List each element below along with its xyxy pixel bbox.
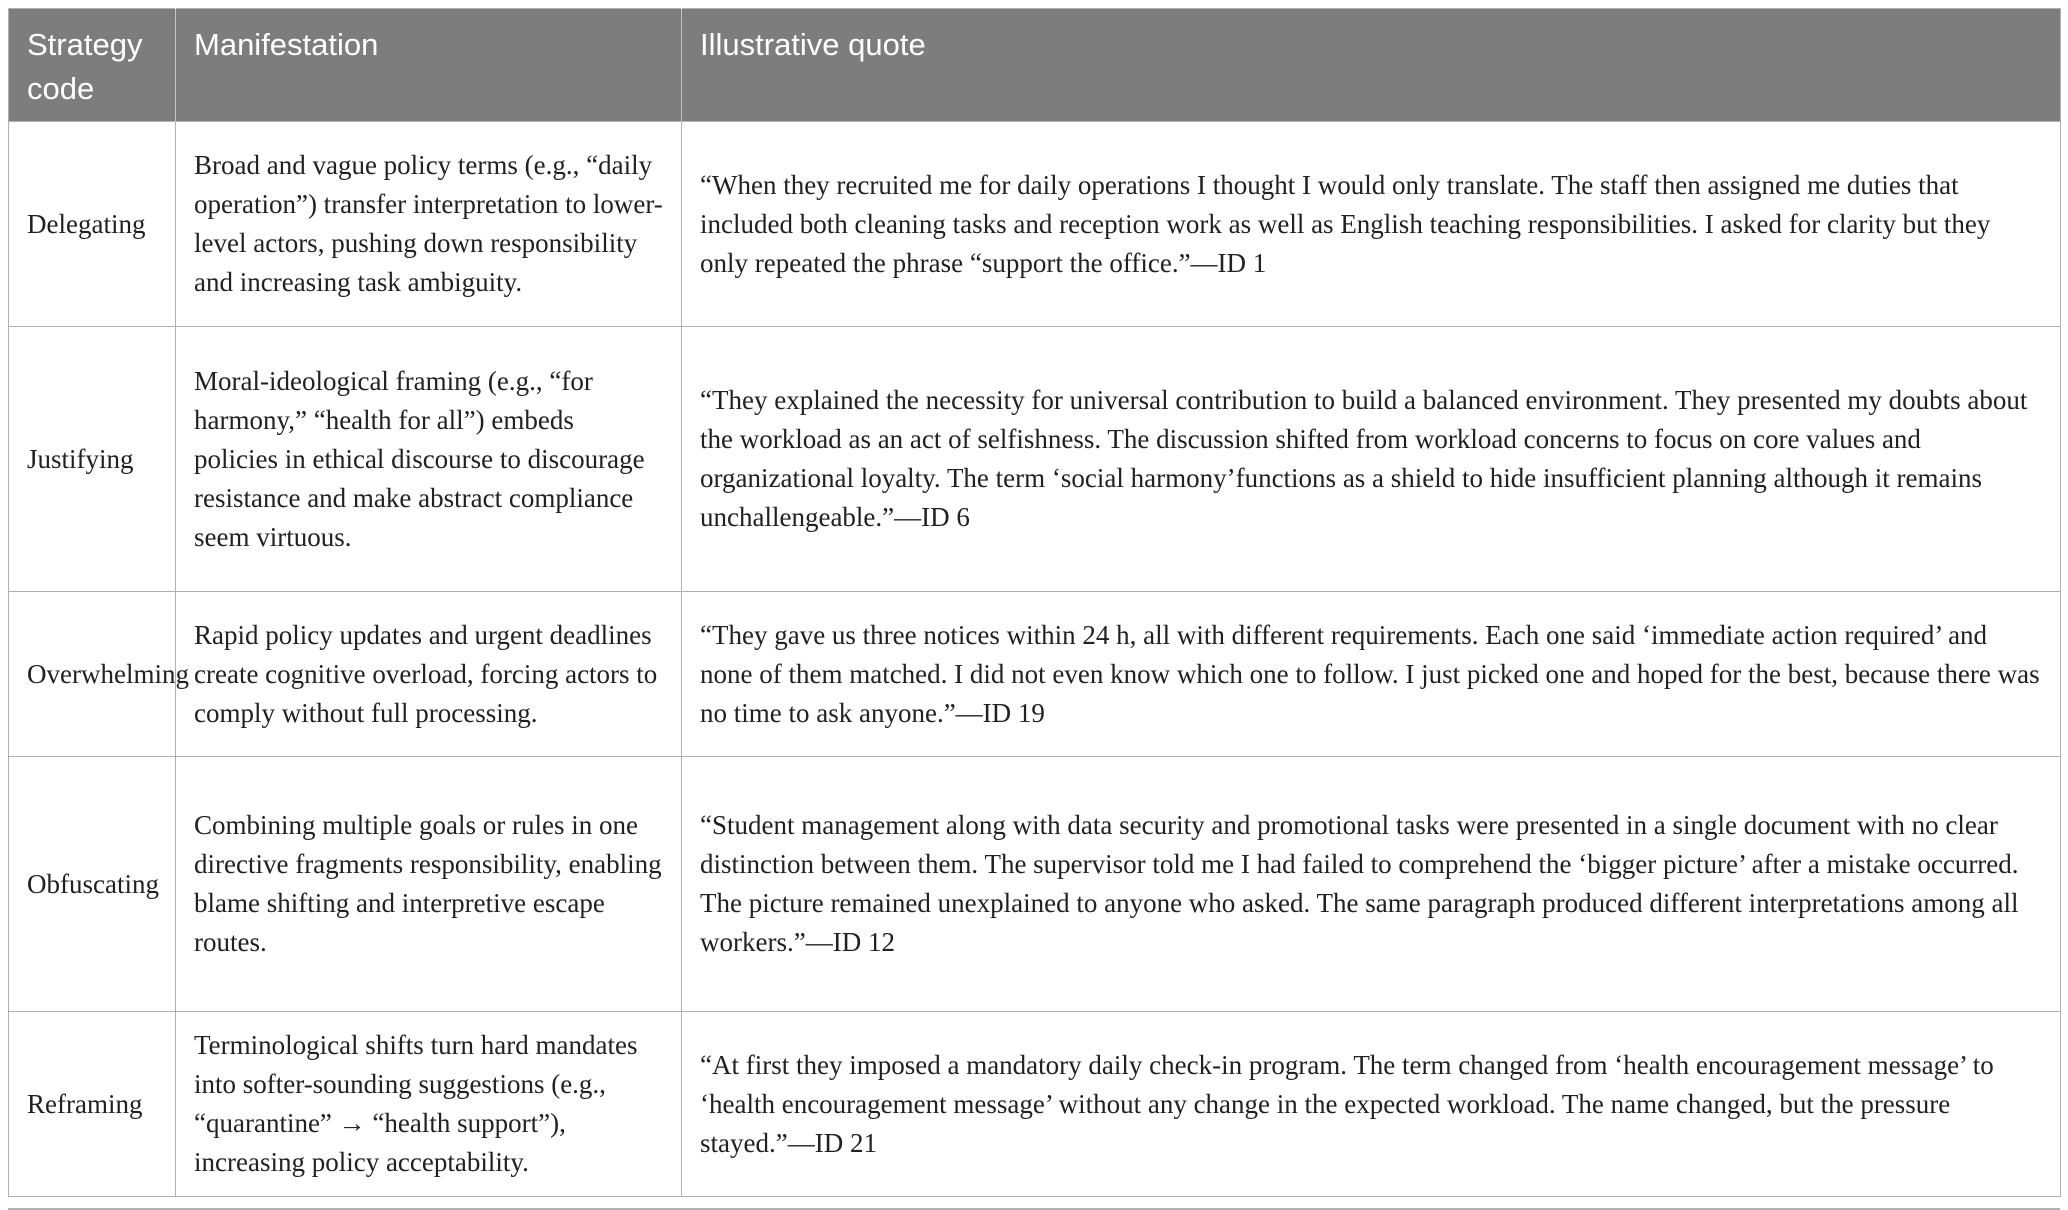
cell-code: Obfuscating xyxy=(9,757,176,1012)
table-body xyxy=(9,122,2061,1197)
header-illustrative-quote: Illustrative quote xyxy=(682,9,2061,122)
table-row-overwhelming xyxy=(9,592,2061,757)
strategy-table xyxy=(8,8,2061,1197)
table-row-reframing xyxy=(9,1012,2061,1197)
cell-code: Reframing xyxy=(9,1012,176,1197)
cell-quote: “They gave us three notices within 24 h, all with different requirements. Each one said ‘immediate action required’ and none of them matched. I did not even know which one to follow. I just picked one and hoped for the best, because there was no time to ask anyone.”—ID 19 xyxy=(682,592,2061,757)
cell-manifestation: Combining multiple goals or rules in one directive fragments responsibility, enabling blame shifting and interpretive escape routes. xyxy=(176,757,682,1012)
cell-quote: “At first they imposed a mandatory daily check-in program. The term changed from ‘health encouragement message’ to ‘health encouragement message’ without any change in the expected workload. The name changed, but the pressure stayed.”—ID 21 xyxy=(682,1012,2061,1197)
cell-manifestation: Rapid policy updates and urgent deadlines create cognitive overload, forcing actors to comply without full processing. xyxy=(176,592,682,757)
cell-quote: “When they recruited me for daily operations I thought I would only translate. The staff then assigned me duties that included both cleaning tasks and reception work as well as English teaching responsibilities. I asked for clarity but they only repeated the phrase “support the office.”—ID 1 xyxy=(682,122,2061,327)
cell-code: Delegating xyxy=(9,122,176,327)
header-strategy-code: Strategy code xyxy=(9,9,176,122)
table-row-obfuscating xyxy=(9,757,2061,1012)
cell-quote: “They explained the necessity for universal contribution to build a balanced environment. They presented my doubts about the workload as an act of selfishness. The discussion shifted from workload concerns to focus on core values and organizational loyalty. The term ‘social harmony’functions as a shield to hide insufficient planning although it remains unchallengeable.”—ID 6 xyxy=(682,327,2061,592)
cell-quote: “Student management along with data security and promotional tasks were presented in a single document with no clear distinction between them. The supervisor told me I had failed to comprehend the ‘bigger picture’ after a mistake occurred. The picture remained unexplained to anyone who asked. The same paragraph produced different interpretations among all workers.”—ID 12 xyxy=(682,757,2061,1012)
table-row-justifying xyxy=(9,327,2061,592)
table-row-delegating xyxy=(9,122,2061,327)
strategy-table-container xyxy=(8,8,2060,1210)
table-header xyxy=(9,9,2061,122)
cell-manifestation: Terminological shifts turn hard mandates into softer-sounding suggestions (e.g., “quarantine” → “health support”), increasing policy acceptability. xyxy=(176,1012,682,1197)
cell-code: Justifying xyxy=(9,327,176,592)
cell-manifestation: Broad and vague policy terms (e.g., “daily operation”) transfer interpretation to lower-level actors, pushing down responsibility and increasing task ambiguity. xyxy=(176,122,682,327)
cell-code: Overwhelming xyxy=(9,592,176,757)
header-manifestation: Manifestation xyxy=(176,9,682,122)
cell-manifestation: Moral-ideological framing (e.g., “for harmony,” “health for all”) embeds policies in ethical discourse to discourage resistance and make abstract compliance seem virtuous. xyxy=(176,327,682,592)
header-row xyxy=(9,9,2061,122)
